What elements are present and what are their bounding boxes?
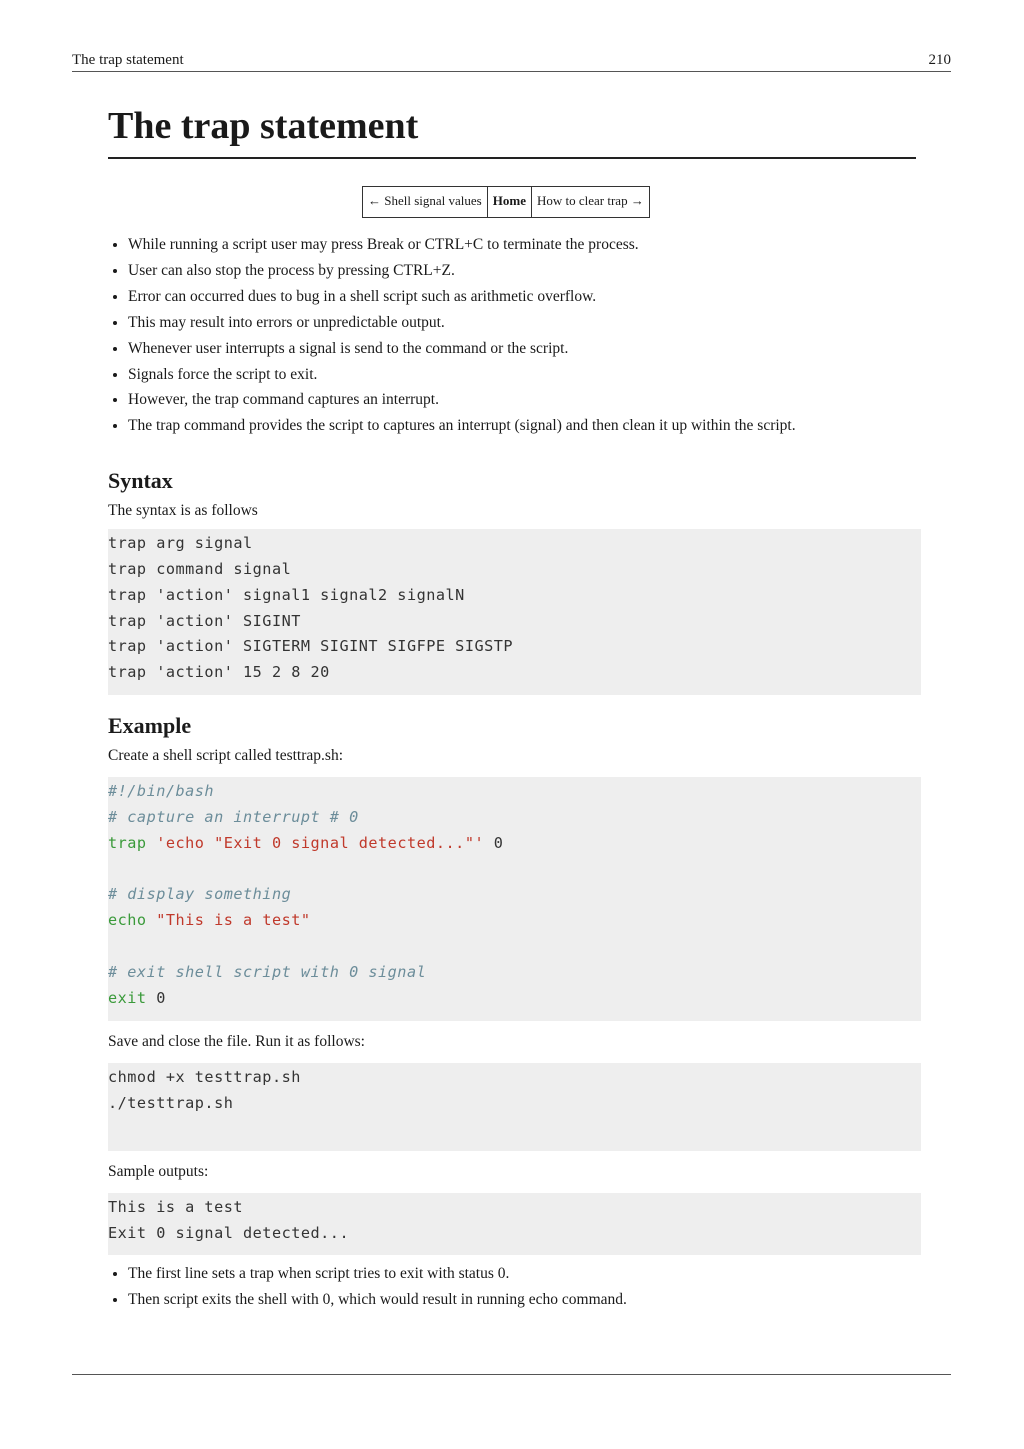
article [108,100,921,1313]
example-heading: Example [108,713,192,739]
sample-outputs-label: Sample outputs: [108,1163,209,1181]
code-string: 'echo "Exit 0 signal detected..."' [156,833,485,852]
code-keyword: echo [108,911,147,930]
page-number: 210 [928,52,951,68]
code-line: trap 'action' SIGTERM SIGINT SIGFPE SIGSTP [108,637,514,656]
home-link[interactable]: Home [487,187,531,218]
list-item: • Error can occurred dues to bug in a shell script such as arithmetic overflow. [128,284,921,310]
code-line: chmod +x testtrap.sh [108,1068,301,1087]
syntax-intro: The syntax is as follows [108,502,258,520]
code-text: 0 [484,833,504,852]
syntax-heading: Syntax [108,468,173,494]
list-item: • Signals force the script to exit. [128,362,921,388]
example-code-block [108,777,921,1021]
list-item: • However, the trap command captures an interrupt. [128,387,921,413]
output-code-block [108,1193,921,1255]
code-line: trap 'action' signal1 signal2 signalN [108,585,465,604]
running-header [72,52,951,72]
prev-link[interactable]: ← Shell signal values [363,187,488,218]
footer-rule [72,1374,951,1375]
code-line: trap arg signal [108,534,253,553]
save-instructions: Save and close the file. Run it as follows: [108,1033,365,1051]
code-line: trap command signal [108,560,292,579]
code-line: trap 'action' SIGINT [108,611,301,630]
list-item: • While running a script user may press Break or CTRL+C to terminate the process. [128,232,921,258]
closing-list [108,1261,921,1313]
code-comment: # exit shell script with 0 signal [108,962,427,981]
code-keyword: trap [108,833,147,852]
list-item: • Whenever user interrupts a signal is send to the command or the script. [128,336,921,362]
list-item: • This may result into errors or unpredictable output. [128,310,921,336]
syntax-code-block [108,529,921,695]
code-line: ./testtrap.sh [108,1094,234,1113]
code-comment: #!/bin/bash [108,782,215,801]
code-line: trap 'action' 15 2 8 20 [108,663,330,682]
intro-list [108,232,921,439]
list-item: • The first line sets a trap when script tries to exit with status 0. [128,1261,921,1287]
list-item: • Then script exits the shell with 0, which would result in running echo command. [128,1287,921,1313]
code-line: This is a test [108,1198,244,1217]
running-header-title: The trap statement [72,52,184,68]
code-keyword: exit [108,988,147,1007]
page-title: The trap statement [108,100,916,159]
code-line: Exit 0 signal detected... [108,1224,350,1243]
code-comment: # display something [108,885,292,904]
navigation-table [362,186,650,218]
list-item: • The trap command provides the script to captures an interrupt (signal) and then clean it up within the script. [128,413,921,439]
next-link[interactable]: How to clear trap → [531,187,649,218]
example-intro: Create a shell script called testtrap.sh: [108,747,343,765]
code-string: "This is a test" [156,911,311,930]
code-comment: # capture an interrupt # 0 [108,808,359,827]
code-text: 0 [146,988,166,1007]
list-item: • User can also stop the process by pressing CTRL+Z. [128,258,921,284]
run-code-block [108,1063,921,1151]
